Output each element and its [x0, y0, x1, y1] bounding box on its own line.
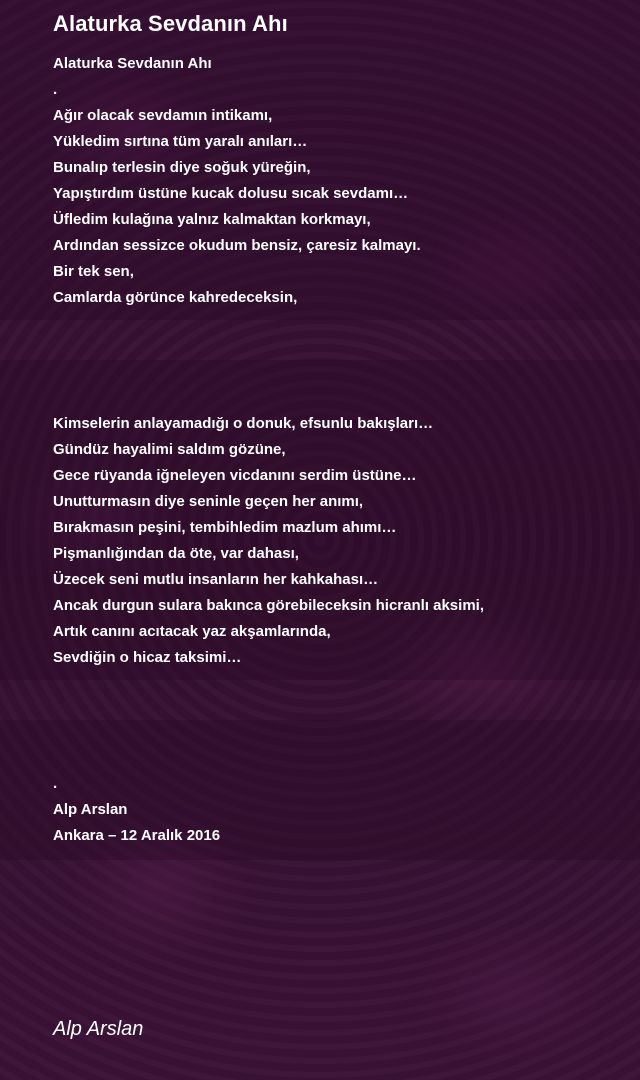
poem-line: Camlarda görünce kahredeceksin,: [53, 289, 298, 306]
poem-line: Gündüz hayalimi saldım gözüne,: [53, 441, 286, 458]
poem-line: .: [53, 775, 58, 792]
poem-title: Alaturka Sevdanın Ahı: [53, 11, 288, 36]
poem-line: Artık canını acıtacak yaz akşamlarında,: [53, 623, 331, 640]
poem-line: Kimselerin anlayamadığı o donuk, efsunlu bakışları…: [53, 415, 434, 432]
poem-line: Ağır olacak sevdamın intikamı,: [53, 107, 273, 124]
poem-line: .: [53, 81, 58, 98]
poem-line: Gece rüyanda iğneleyen vicdanını serdim üstüne…: [53, 467, 417, 484]
poem-author-line: Alp Arslan: [53, 801, 128, 818]
poem-line: Ardından sessizce okudum bensiz, çaresiz kalmayı.: [53, 237, 421, 254]
poem-line: Bunalıp terlesin diye soğuk yüreğin,: [53, 159, 311, 176]
poem-line: Unutturmasın diye seninle geçen her anımı,: [53, 493, 364, 510]
poem-stanza-2: [53, 411, 484, 671]
poem-date-line: Ankara – 12 Aralık 2016: [53, 827, 221, 844]
poem-stanza-1: [53, 51, 421, 311]
poem-line: Yükledim sırtına tüm yaralı anıları…: [53, 133, 308, 150]
poem-line: Pişmanlığından da öte, var dahası,: [53, 545, 299, 562]
poem-line: Bir tek sen,: [53, 263, 134, 280]
poem-line: Üzecek seni mutlu insanların her kahkahası…: [53, 571, 379, 588]
author-signature: Alp Arslan: [53, 1018, 144, 1040]
poem-line: Ancak durgun sulara bakınca görebileceksin hicranlı aksimi,: [53, 597, 484, 614]
poem-line: Bırakmasın peşini, tembihledim mazlum ahımı…: [53, 519, 397, 536]
poem-line: Üfledim kulağına yalnız kalmaktan korkmayı,: [53, 211, 371, 228]
poem-line: Sevdiğin o hicaz taksimi…: [53, 649, 242, 666]
poem-line: Yapıştırdım üstüne kucak dolusu sıcak sevdamı…: [53, 185, 409, 202]
poem-stanza-3: [53, 771, 220, 849]
poem-line: Alaturka Sevdanın Ahı: [53, 55, 212, 72]
